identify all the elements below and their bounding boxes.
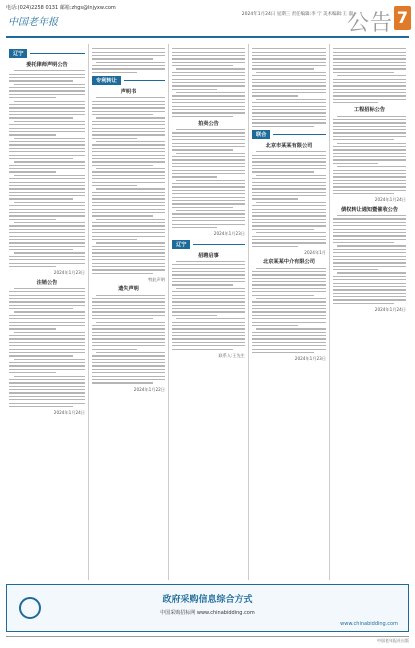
notice-body <box>252 48 326 127</box>
notice-date: 2024年1月 <box>304 249 326 255</box>
column-1 <box>6 44 88 580</box>
ad-title: 政府采购信息综合方式 <box>162 595 253 605</box>
notice-body <box>252 151 326 247</box>
footer-rule <box>6 636 409 637</box>
notice-date: 特此声明 <box>148 276 165 282</box>
notice-date: 2024年1月23日 <box>53 270 85 276</box>
notice-title: 债权转让通知暨催收公告 <box>340 206 399 213</box>
notice-date: 2024年1月24日 <box>374 197 406 203</box>
column-5 <box>329 44 409 580</box>
tag-rule <box>273 134 326 135</box>
tag-rule <box>193 244 245 245</box>
column-3-tag <box>172 240 245 249</box>
notice-date: 2024年1月22日 <box>133 386 165 392</box>
notice-body <box>252 268 326 354</box>
notice-body <box>333 215 406 304</box>
notice-date: 2024年1月23日 <box>213 231 245 237</box>
notice-title: 招聘启事 <box>198 252 219 259</box>
notice-title: 委托律师声明公告 <box>26 62 68 68</box>
notice-body <box>92 295 165 384</box>
notice-body <box>172 48 245 117</box>
tag-rule <box>124 80 165 81</box>
notice-date: 联系人:王先生 <box>218 352 245 358</box>
notice-title: 北京某某中介有限公司 <box>263 259 315 266</box>
notice-title: 遗失声明 <box>118 286 139 293</box>
notice-title: 北京市某某有限公司 <box>265 143 313 149</box>
notice-title: 注销公告 <box>36 279 58 286</box>
masthead-contact: 电话:(024)2258 0131 邮箱:zhgs@lnjyxw.com <box>6 5 116 11</box>
page-number-badge: 7 <box>394 6 411 30</box>
ad-subtitle: 中国采购招标网 www.chinabidding.com <box>160 610 255 616</box>
tag-rule <box>30 53 85 54</box>
ad-url[interactable]: www.chinabidding.com <box>340 621 398 627</box>
notice-body <box>333 48 406 103</box>
section-title: 公告 <box>346 11 393 36</box>
notice-body <box>92 97 165 274</box>
column-2-tag-label: 专利转让 <box>92 76 121 85</box>
notice-body <box>172 129 245 228</box>
column-3 <box>168 44 248 580</box>
column-4 <box>248 44 329 580</box>
masthead-meta: 2024年1月24日 星期三 责任编辑:李 宁 美术编辑:王 淑 <box>241 12 353 17</box>
notice-body <box>92 48 165 73</box>
page-content <box>6 44 409 580</box>
notice-body <box>172 261 245 350</box>
column-2 <box>88 44 168 580</box>
notice-body <box>9 70 85 267</box>
masthead-rule <box>6 36 409 38</box>
column-4-tag <box>252 130 326 139</box>
masthead <box>0 0 415 44</box>
newspaper-name: 中国老年报 <box>8 17 58 28</box>
ad-banner[interactable] <box>6 584 409 632</box>
notice-title: 工程招标公告 <box>353 107 386 114</box>
notice-body <box>333 116 406 195</box>
column-1-tag <box>9 49 85 58</box>
column-2-tag <box>92 76 165 85</box>
column-1-tag-label: 辽宁 <box>9 49 27 58</box>
column-4-tag-label: 联合 <box>252 130 270 139</box>
notice-date: 2024年1月23日 <box>294 356 326 362</box>
footer-text: 中国老年报社出版 <box>377 638 409 643</box>
notice-title: 拍卖公告 <box>198 120 219 127</box>
column-3-tag-label: 辽宁 <box>172 240 190 249</box>
notice-body <box>9 288 85 407</box>
notice-title: 声明书 <box>120 89 137 95</box>
notice-date: 2024年1月24日 <box>374 307 406 312</box>
notice-date: 2024年1月24日 <box>53 410 85 416</box>
